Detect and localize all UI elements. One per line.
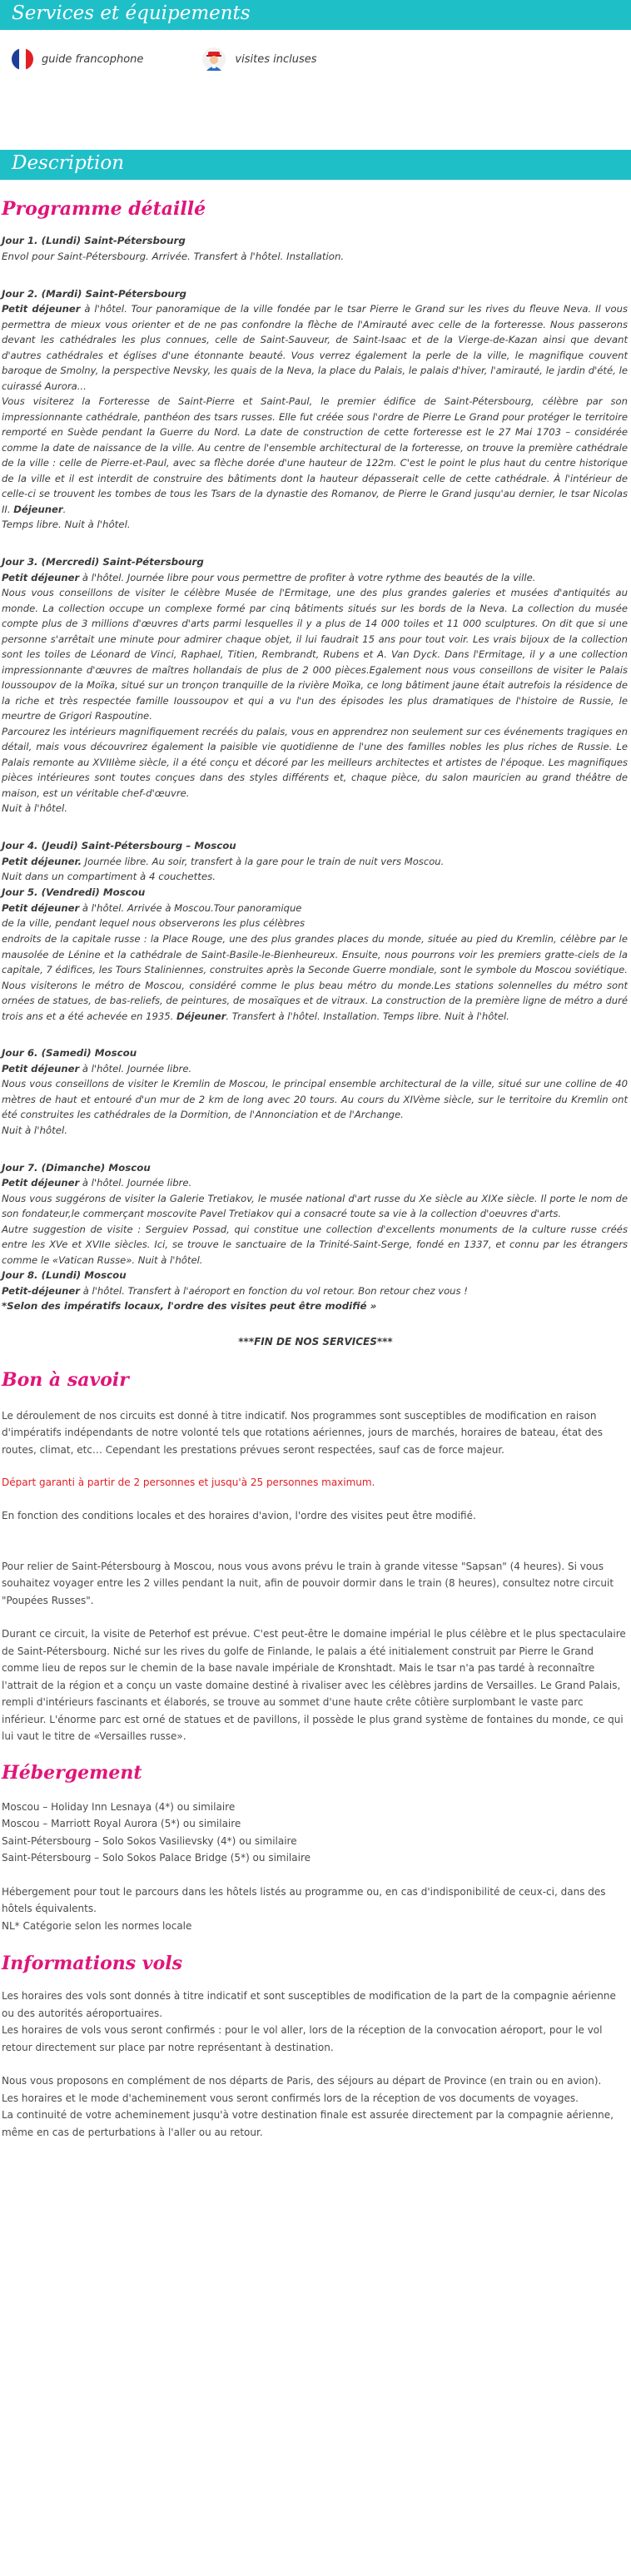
day5-title: Jour 5. (Vendredi) Moscou bbox=[2, 886, 146, 898]
vols-p4: Les horaires et le mode d'acheminement vous seront confirmés lors de la réception de vos documents de voyages. bbox=[2, 2092, 579, 2104]
service-item-guide bbox=[12, 48, 143, 70]
vols-p5: La continuité de votre acheminement jusqu'à votre destination finale est assurée directement par la compagnie aérienne, même en cas de perturbations à l'aller ou au retour. bbox=[2, 2109, 614, 2138]
day2-paragraph-1 bbox=[0, 301, 631, 394]
hotel-line: Moscou – Holiday Inn Lesnaya (4*) ou similaire bbox=[2, 1800, 236, 1813]
vols-p3: Nous vous proposons en complément de nos départs de Paris, des séjours au départ de Province (en train ou en avion). bbox=[2, 2075, 602, 2087]
day6-text-2: Nous vous conseillons de visiter le Kremlin de Moscou, le principal ensemble architectural de la ville, situé sur une colline de 40 mètres de haut et entouré d'un mur de 2 km de long avec 20 tours. Au cours du XIVème siècle, sur le territoire du Kremlin ont été construites les cathédrales de la Dormition, de l'Annonciation et de l'Archange. bbox=[2, 1078, 628, 1120]
day1-text: Envol pour Saint-Pétersbourg. Arrivée. Transfert à l'hôtel. Installation. bbox=[2, 250, 345, 262]
service-item-visits bbox=[201, 47, 316, 72]
description-content bbox=[0, 180, 631, 2141]
hebergement-note-2: NL* Catégorie selon les normes locale bbox=[2, 1919, 192, 1932]
day8-text-1: à l'hôtel. Transfert à l'aéroport en fonction du vol retour. Bon retour chez vous ! bbox=[80, 1284, 468, 1297]
description-header bbox=[0, 150, 631, 180]
day6-text-3: Nuit à l'hôtel. bbox=[2, 1124, 68, 1136]
day8-paragraph-1 bbox=[0, 1283, 631, 1299]
day3-text-3: Parcourez les intérieurs magnifiquement recréés du palais, vous en apprendrez non seulement sur ces événements tragiques en détail, mais vous découvrirez également la paisible vie quotidienne de l'une des familles nobles les plus riches de Russie. Le Palais remonte au XVIIIème siècle, il a été conçu et décoré par les meilleurs architectes et artistes de l'époque. Les magnifiques pièces intérieures sont toutes conçues dans des styles différents et, chaque pièce, du salon mauricien au grand théâtre de maison, est un véritable chef-d'œuvre. bbox=[2, 725, 628, 799]
day2-text-1: à l'hôtel. Tour panoramique de la ville fondée par le tsar Pierre le Grand sur les rives du fleuve Neva. Il vous permettra de mieux vous orienter et de ne pas confondre la flèche de l'Amirauté avec celle de la forteresse. Nous passerons devant les cathédrales les plus connues, celle de Saint-Sauveur, de Saint-Isaac et de la Vierge-de-Kazan ainsi que devant d'autres cathédrales et églises d'une étonnante beauté. Vous verrez également la perle de la ville, le magnifique couvent baroque de Smolny, la perspective Nevsky, les quais de la Neva, la place du Palais, le palais d'hiver, l'amirauté, le jardin d'été, le cuirassé Aurora... bbox=[2, 303, 628, 392]
day3-text-4: Nuit à l'hôtel. bbox=[2, 802, 68, 814]
bon-a-savoir-p4: Pour relier de Saint-Pétersbourg à Moscou, nous vous avons prévu le train à grande vitesse "Sapsan" (4 heures). Si vous souhaitez voyager entre les 2 villes pendant la nuit, afin de pouvoir dormir dans le train (8 heures), consultez notre circuit "Poupées Russes". bbox=[2, 1560, 614, 1606]
day3-paragraph-1 bbox=[0, 570, 631, 586]
day1-title: Jour 1. (Lundi) Saint-Pétersbourg bbox=[2, 235, 186, 246]
day6-text-1: à l'hôtel. Journée libre. bbox=[79, 1062, 192, 1075]
day4-paragraph-1 bbox=[0, 854, 631, 870]
day2-title: Jour 2. (Mardi) Saint-Pétersbourg bbox=[2, 287, 186, 300]
day7-paragraph-1 bbox=[0, 1175, 631, 1191]
day8-note: *Selon des impératifs locaux, l'ordre des visites peut être modifié » bbox=[2, 1300, 377, 1312]
bon-a-savoir-departure-note: Départ garanti à partir de 2 personnes et jusqu'à 25 personnes maximum. bbox=[2, 1477, 375, 1488]
service-label: visites incluses bbox=[235, 52, 317, 66]
day2-text-2: Vous visiterez la Forteresse de Saint-Pierre et Saint-Paul, le premier édifice de Saint-Pétersbourg, célèbre par son impressionnante cathédrale, panthéon des tsars russes. Elle fut créée sous l'ordre de Pierre Le Grand pour protéger le territoire remporté en Suède pendant la Guerre du Nord. La date de construction de cette forteresse est le 27 Mai 1703 – considérée comme la date de naissance de la ville. Au centre de l'ensemble architectural de la forteresse, on trouve la première cathédrale de la ville : celle de Pierre-et-Paul, avec sa flèche dorée d'une hauteur de 122m. C'est le point le plus haut du centre historique de la ville et il est interdit de construire des bâtiments dont la hauteur dépasserait celle de cette cathédrale. À l'intérieur de celle-ci se trouvent les tombes de tous les Tsars de la dynastie des Romanov, de Pierre le Grand jusqu'au dernier, le tsar Nicolas II. bbox=[2, 395, 628, 515]
day4-lead: Petit déjeuner. bbox=[2, 855, 82, 867]
vols-title: Informations vols bbox=[2, 1953, 182, 1974]
day2-paragraph-2: Vous visiterez la Forteresse de Saint-Pierre et Saint-Paul, le premier édifice de Saint-Pétersbourg, célèbre par son impressionnante cathédrale, panthéon des tsars russes. Elle fut créée sous l'ordre de Pierre Le Grand pour protéger le territoire remporté en Suède pendant la Guerre du Nord. La date de construction de cette forteresse est le 27 Mai 1703 – considérée comme la date de naissance de la ville. Au centre de l'ensemble architectural de la forteresse, on trouve la première cathédrale de la ville : celle de Pierre-et-Paul, avec sa flèche dorée d'une hauteur de 122m. C'est le point le plus haut du centre historique de la ville et il est interdit de construire des bâtiments dont la hauteur dépasserait celle de cette cathédrale. À l'intérieur de celle-ci se trouvent les tombes de tous les Tsars de la dynastie des Romanov, de Pierre le Grand jusqu'au dernier, le tsar Nicolas II. Déjeuner. bbox=[2, 395, 628, 515]
day6-title: Jour 6. (Samedi) Moscou bbox=[2, 1047, 137, 1059]
day3-title: Jour 3. (Mercredi) Saint-Pétersbourg bbox=[2, 556, 204, 568]
hotel-line: Saint-Pétersbourg – Solo Sokos Palace Bridge (5*) ou similaire bbox=[2, 1852, 311, 1864]
vols-p2: Les horaires de vols vous seront confirmés : pour le vol aller, lors de la réception de la convocation aéroport, pour le vol retour directement sur place par notre représentant à destination. bbox=[2, 2024, 603, 2053]
hebergement-note-1: Hébergement pour tout le parcours dans les hôtels listés au programme ou, en cas d'indisponibilité de ceux-ci, dans des hôtels équivalents. bbox=[2, 1885, 606, 1914]
services-row bbox=[0, 30, 631, 88]
bon-a-savoir-p3: En fonction des conditions locales et des horaires d'avion, l'ordre des visites peut être modifié. bbox=[2, 1510, 476, 1521]
day8-lead: Petit-déjeuner bbox=[2, 1284, 81, 1297]
bon-a-savoir-p1: Le déroulement de nos circuits est donné à titre indicatif. Nos programmes sont susceptibles de modification en raison d'impératifs indépendants de notre volonté tels que rotations aériennes, jours de marchés, horaires de bateau, état des routes, climat, etc… Cependant les prestations prévues seront respectées, sauf cas de force majeur. bbox=[2, 1409, 603, 1456]
day3-text-1: à l'hôtel. Journée libre pour vous permettre de profiter à votre rythme des beautés de la ville. bbox=[79, 571, 536, 583]
hebergement-title: Hébergement bbox=[2, 1761, 142, 1784]
service-label: guide francophone bbox=[42, 52, 144, 66]
bon-a-savoir-p5: Durant ce circuit, la visite de Peterhof est prévue. C'est peut-être le domaine impérial le plus célèbre et le plus spectaculaire de Saint-Pétersbourg. Niché sur les rives du golfe de Finlande, le palais a été initialement construit par Pierre le Grand comme lieu de repos sur le chemin de la base navale impériale de Kronshtadt. Mais le tsar n'a pas tardé à reconnaître l'attrait de la région et a conçu un vaste domaine destiné à rivaliser avec les célèbres jardins de Versailles. Le Grand Palais, rempli d'intérieurs fascinants et élaborés, se trouve au sommet d'une haute crête côtière surplombant le vaste parc inférieur. L'énorme parc est orné de statues et de pavillons, il possède le plus grand système de fontaines du monde, ce qui lui vaut le titre de «Versailles russe». bbox=[2, 1628, 626, 1742]
spacer bbox=[0, 88, 631, 150]
day7-title: Jour 7. (Dimanche) Moscou bbox=[2, 1161, 151, 1174]
programme-title: Programme détaillé bbox=[2, 198, 206, 220]
day4-text-1: Journée libre. Au soir, transfert à la gare pour le train de nuit vers Moscou. bbox=[81, 855, 445, 867]
hotel-line: Moscou – Marriott Royal Aurora (5*) ou similaire bbox=[2, 1818, 241, 1829]
day7-text-1: à l'hôtel. Journée libre. bbox=[79, 1177, 192, 1189]
day5-paragraph-3 bbox=[0, 931, 631, 1024]
day5-text-3: endroits de la capitale russe : la Place Rouge, une des plus grandes places du monde, située au pied du Kremlin, célèbre par le mausolée de Lénine et la cathédrale de Saint-Basile-le-Bienheureux. Ensuite, nous pourrons voir les premiers gratte-ciels de la capitale, 7 édifices, les Tours Staliniennes, construites après la Seconde Guerre mondiale, sont le symbole du Moscou soviétique. Nous visiterons le métro de Moscou, considéré comme le plus beau métro du monde.Les stations solennelles du métro sont ornées de statues, de bas-reliefs, de peintures, de mosaïques et de vitraux. La construction de la première ligne de métro a duré trois ans et a été achevée en 1935. bbox=[2, 933, 628, 1022]
day3-lead: Petit déjeuner bbox=[2, 571, 80, 583]
day4-title: Jour 4. (Jeudi) Saint-Pétersbourg – Moscou bbox=[2, 840, 236, 851]
day4-text-2: Nuit dans un compartiment à 4 couchettes. bbox=[2, 871, 216, 882]
services-header bbox=[0, 0, 631, 30]
day5-dinner: Déjeuner bbox=[176, 1010, 226, 1022]
day7-lead: Petit déjeuner bbox=[2, 1177, 80, 1189]
day2-text-3: Temps libre. Nuit à l'hôtel. bbox=[2, 519, 131, 530]
hotel-line: Saint-Pétersbourg – Solo Sokos Vasilievsky (4*) ou similaire bbox=[2, 1834, 297, 1847]
services-title: Services et équipements bbox=[12, 2, 251, 24]
french-flag-icon bbox=[12, 48, 33, 70]
day6-paragraph-1 bbox=[0, 1061, 631, 1077]
day6-lead: Petit déjeuner bbox=[2, 1062, 80, 1075]
day8-title: Jour 8. (Lundi) Moscou bbox=[2, 1269, 127, 1281]
vols-p1: Les horaires des vols sont donnés à titre indicatif et sont susceptibles de modification de la part de la compagnie aérienne ou des autorités aéroportuaires. bbox=[2, 1990, 616, 2019]
bon-a-savoir-title: Bon à savoir bbox=[2, 1368, 129, 1391]
day7-text-3: Autre suggestion de visite : Serguiev Possad, qui constitue une collection d'excellents monuments de la culture russe créés entre les XVe et XVIIe siècles. Ici, se trouve le sanctuaire de la Trinité-Saint-Serge, fondé en 1337, et connu par les étrangers comme le «Vatican Russe». Nuit à l'hôtel. bbox=[2, 1223, 628, 1266]
end-services: ***FIN DE NOS SERVICES*** bbox=[238, 1335, 393, 1348]
day5-text-1: à l'hôtel. Arrivée à Moscou.Tour panoramique bbox=[79, 901, 302, 914]
day5-paragraph-1 bbox=[0, 901, 631, 916]
day3-text-2: Nous vous conseillons de visiter le célèbre Musée de l'Ermitage, une des plus grandes galeries et musées d'antiquités au monde. La collection occupe un complexe formé par cinq bâtiments situés sur les bords de la Neva. La collection du musée compte plus de 3 millions d'œuvres d'arts parmi lesquelles il y a plus de 14 000 toiles et 11 000 sculptures. On dit que si une personne s'arrêtait une minute pour admirer chaque objet, il lui faudrait 15 ans pour tout voir. Les vrais bijoux de la collection sont les toiles de Léonard de Vinci, Raphael, Titien, Rembrandt, Rubens et A. Van Dyck. Dans l'Ermitage, il y a une collection impressionnante d'œuvres de maîtres hollandais de plus de 2 000 pièces.Egalement nous vous conseillons de visiter le Palais Ioussoupov de la Moïka, situé sur un tronçon tranquille de la rivière Moïka, ce long bâtiment jaune était autrefois la résidence de la riche et très respectée famille Ioussoupov et qui a vu l'un des épisodes les plus dramatiques de l'histoire de Russie, le meurtre de Grigori Raspoutine. bbox=[2, 587, 628, 722]
day2-lead: Petit déjeuner bbox=[2, 303, 81, 315]
day5-text-2: de la ville, pendant lequel nous observerons les plus célèbres bbox=[2, 917, 306, 929]
day7-text-2: Nous vous suggérons de visiter la Galerie Tretiakov, le musée national d'art russe du Xe siècle au XIXe siècle. Il porte le nom de son fondateur,le commerçant moscovite Pavel Tretiakov qui a consacré toute sa vie à la collection d'oeuvres d'arts. bbox=[2, 1192, 628, 1219]
day2-dinner: Déjeuner bbox=[13, 503, 63, 515]
day5-text-4: . Transfert à l'hôtel. Installation. Temps libre. Nuit à l'hôtel. bbox=[226, 1010, 509, 1022]
tour-guide-icon bbox=[201, 47, 226, 72]
day5-lead: Petit déjeuner bbox=[2, 901, 80, 914]
description-title: Description bbox=[12, 152, 125, 174]
